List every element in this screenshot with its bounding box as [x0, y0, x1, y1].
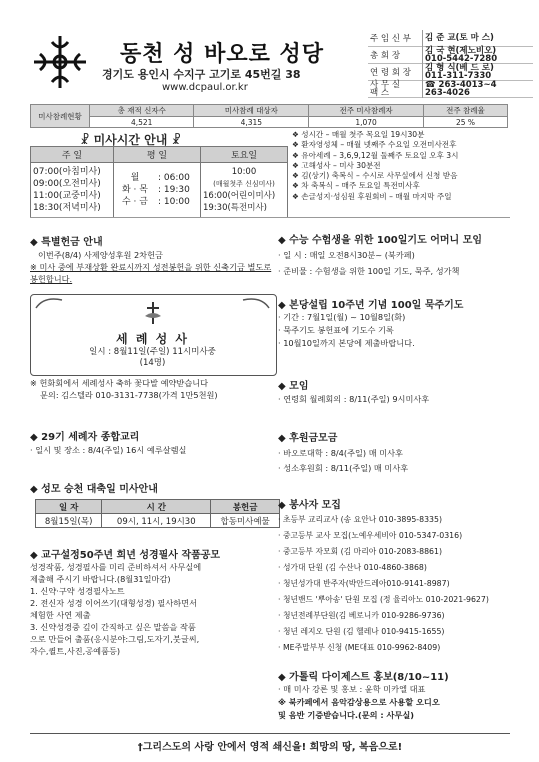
list-item: · 중고등부 자모회 (김 마리아 010-2083-8861): [278, 547, 442, 556]
mass-time: 09:00(오전미사): [33, 179, 101, 189]
news-text: 손글성지·성심원 후원회비 – 매월 마지막 주일: [301, 191, 452, 201]
body-line: 자수,퀼트,사진,공예품등): [30, 646, 121, 656]
staff-value: 김 준 교(토 마 스): [425, 33, 494, 43]
mass-time: 18:30(저녁미사): [33, 203, 101, 213]
mass-schedule-table: [30, 146, 288, 218]
staff-value: 김 국 현(제노비오) 010-5442-7280: [425, 46, 498, 64]
donation-title: ◆ 후원금모금: [278, 433, 338, 444]
parish-address: 경기도 용인시 수지구 고기로 45번길 38: [102, 68, 301, 81]
body-line: 2. 전신자 성경 이어쓰기(대형성경) 필사하면서: [30, 598, 197, 608]
body-line: 성경작품, 성경필사를 미리 준비하셔서 사무실에: [30, 562, 202, 572]
saturday-times: [201, 163, 288, 218]
ornament-left-icon: [34, 296, 64, 310]
staff-value: ☎ 263-4013~4 263-4026: [425, 80, 497, 98]
stats-header: 미사참례 대상자: [194, 105, 309, 117]
stats-header: 전주 미사참례자: [309, 105, 424, 117]
staff-role: 주 임 신 부: [368, 30, 423, 47]
list-item: · ME주말부부 신청 (ME대표 010-9962-8409): [278, 643, 441, 652]
special-offering-body: [30, 249, 280, 285]
section-divider: [30, 217, 510, 218]
catechism-body: · 일시 및 장소 : 8/4(주일) 16시 예루살렘실: [30, 445, 187, 455]
body-line: 1. 신약·구약 성경필사노트: [30, 586, 125, 596]
exam-prayer-title: ◆ 수능 수험생을 위한 100일기도 어머니 모임: [278, 235, 483, 246]
body-line: 이번주(8/4) 사제양성후원 2차헌금: [38, 250, 163, 260]
section-title-text: 봉사자 모집: [289, 500, 341, 511]
stats-value: 1,070: [309, 117, 424, 128]
section-title-text: 모임: [289, 381, 309, 392]
mass-day: 월: [130, 173, 140, 183]
news-item: ❖ 성시간 – 매월 첫주 목요일 19시30분: [292, 130, 425, 139]
body-line: 제출해 주시기 바랍니다.(8월31일마감): [30, 574, 171, 584]
table-cell: 합동미사예물: [211, 514, 280, 528]
body-line: 문의: 김스텔라 010-3131-7738(가격 1만5천원): [40, 390, 218, 400]
donation-body: [278, 446, 518, 476]
body-line: · 기간 : 7월1일(월) ~ 10월8일(화): [278, 312, 406, 322]
baptism-title: 세 례 성 사: [116, 332, 189, 346]
catechism-title: ◆ 29기 세례자 종합교리: [30, 432, 140, 443]
parish-news-list: [292, 130, 537, 202]
mass-header: 주 일: [31, 147, 114, 163]
news-text: 김(상기) 축복식 – 수시로 사무실에서 신청 받음: [301, 171, 458, 181]
meeting-body: · 연령회 월례회의 : 8/11(주일) 9시미사후: [278, 394, 430, 404]
mass-time-note: (매월첫주 신심미사): [213, 180, 275, 188]
table-cell: 09시, 11시, 19시30: [102, 514, 211, 528]
section-title-text: 본당설립 10주년 기념 100일 묵주기도: [289, 300, 464, 311]
table-cell: 8월15일(목): [36, 514, 102, 528]
stats-header: 총 재적 신자수: [90, 105, 194, 117]
body-line: ※ 헌화회에서 세례성사 축하 꽃다발 예약받습니다: [30, 378, 209, 388]
list-item: · 청년성가대 반주자(박안드레아010-9141-8987): [278, 579, 450, 588]
stats-value: 4,315: [194, 117, 309, 128]
exam-prayer-body: [278, 247, 518, 279]
news-text: 환자영성체 – 매월 넷째주 수요일 오전미사전후: [301, 140, 457, 150]
news-text: 유아세례 – 3,6,9,12월 둘째주 토요일 오후 3시: [301, 150, 459, 160]
list-item: · 성가대 단원 (김 수산나 010-4860-3868): [278, 563, 427, 572]
mass-title-text: 미사시간 안내: [93, 133, 168, 147]
staff-role: 연 령 회 장: [368, 64, 423, 81]
special-offering-note: ※ 미사 중에 부재상환 완료시까지 성전봉헌을 위한 신축기금 별도로 봉헌합니다.: [30, 262, 272, 284]
stats-value: 25 %: [423, 117, 507, 128]
staff-value: 김 형 식(베 드 로) 011-311-7330: [425, 63, 494, 81]
parish-logo-cross-icon: [30, 32, 90, 92]
mass-day: 수 · 금: [122, 197, 148, 207]
digest-title: ◆ 가톨릭 다이제스트 홍보(8/10~11): [278, 672, 449, 683]
section-title-text: 성모 승천 대축일 미사안내: [41, 484, 158, 495]
section-title-text: 후원금모금: [289, 433, 338, 444]
staff-role: 사 무 실 팩 스: [368, 81, 423, 98]
stats-header: 전주 참례율: [423, 105, 507, 117]
footer-motto: †그리스도의 사랑 안에서 영적 쇄신을! 희망의 땅, 복음으로!: [30, 733, 510, 753]
staff-role: 총 회 장: [368, 47, 423, 64]
weekday-times: [156, 163, 201, 218]
body-line: · 매 미사 강론 및 홍보 : 윤학 미카엘 대표: [278, 684, 426, 694]
news-text: 성시간 – 매월 첫주 목요일 19시30분: [301, 130, 425, 139]
assumption-title: ◆ 성모 승천 대축일 미사안내: [30, 484, 158, 495]
mass-times-title: ☧ 미사시간 안내 ☧: [80, 133, 181, 147]
dove-icon: [142, 300, 164, 326]
digest-body: [278, 683, 518, 722]
ornament-right-icon: [241, 296, 271, 310]
mass-time: 10:00: [231, 167, 257, 177]
section-title-text: 교구설정50주년 희년 성경필사 작품공모: [41, 550, 221, 561]
bible-contest-title: ◆ 교구설정50주년 희년 성경필사 작품공모: [30, 550, 221, 561]
mass-header: 토요일: [201, 147, 288, 163]
stats-row-label: 미사참례현황: [31, 105, 90, 128]
parish-website[interactable]: www.dcpaul.or.kr: [162, 82, 248, 93]
baptism-notes: [30, 377, 280, 401]
news-item: ❖ 유아세례 – 3,6,9,12월 둘째주 토요일 오후 3시: [292, 150, 459, 160]
news-item: ❖ 차 축복식 – 매주 토요일 특전미사후: [292, 181, 420, 191]
news-text: 고해성사 – 미사 30분전: [301, 160, 381, 170]
attendance-stats-table: [30, 104, 508, 128]
list-item: · 중고등부 교사 모집(노예우세비아 010-5347-0316): [278, 531, 463, 540]
table-header: 봉헌금: [211, 500, 280, 514]
news-item: ❖ 환자영성체 – 매월 넷째주 수요일 오전미사전후: [292, 140, 457, 150]
body-line: · 바오로대학 : 8/4(주일) 매 미사후: [278, 448, 403, 458]
anniversary-prayer-title: ◆ 본당설립 10주년 기념 100일 묵주기도: [278, 300, 464, 311]
news-item: ❖ 손글성지·성심원 후원회비 – 매월 마지막 주일: [292, 191, 452, 201]
news-item: ❖ 김(상기) 축복식 – 수시로 사무실에서 신청 받음: [292, 171, 458, 181]
weekday-days: [114, 163, 157, 218]
body-line: 3. 신약성경중 깊이 간직하고 싶은 말씀을 작품: [30, 622, 196, 632]
baptism-info: [30, 347, 275, 369]
baptism-count: (14명): [139, 358, 166, 368]
list-item: · 청년전례부단원(김 베로니카 010-9286-9736): [278, 611, 445, 620]
mass-day: 화 · 목: [122, 185, 148, 195]
body-line: 체험한 사연 제출: [30, 610, 91, 620]
section-title-text: 29기 세례자 종합교리: [41, 432, 140, 443]
body-line: · 일 시 : 매일 오전8시30분~ (북카페): [278, 250, 415, 260]
list-item: · 초등부 교리교사 (송 요안나 010-3895-8335): [278, 515, 442, 524]
section-title-text: 특별헌금 안내: [41, 237, 103, 248]
news-item: ❖ 고해성사 – 미사 30분전: [292, 160, 381, 170]
parish-name: 동천 성 바오로 성당: [120, 42, 324, 67]
body-line: 으로 만들어 출품(응시분야:그림,도자기,붓글씨,: [30, 634, 200, 644]
volunteer-list: [278, 512, 518, 656]
table-header: 일 자: [36, 500, 102, 514]
section-title-text: 수능 수험생을 위한 100일기도 어머니 모임: [289, 235, 483, 246]
mass-time: 07:00(아침미사): [33, 167, 101, 177]
baptism-date: 일시 : 8월11일(주일) 11시미사중: [89, 347, 216, 357]
mass-time: : 19:30: [158, 185, 190, 195]
body-line: · 10월10일까지 본당에 제출바랍니다.: [278, 338, 415, 348]
list-item: · 청년밴드 '뿌아송' 단원 모집 (정 율리아노 010-2021-9627): [278, 595, 489, 604]
bible-contest-body: [30, 561, 280, 657]
meeting-title: ◆ 모임: [278, 381, 309, 392]
mass-time: 11:00(교중미사): [33, 191, 101, 201]
body-line: · 준비물 : 수험생을 위한 100일 기도, 묵주, 성가책: [278, 266, 460, 276]
anniversary-prayer-body: [278, 311, 518, 350]
volunteer-title: ◆ 봉사자 모집: [278, 500, 341, 511]
stats-value: 4,521: [90, 117, 194, 128]
list-item: · 청년 레지오 단원 (김 헬레나 010-9415-1655): [278, 627, 445, 636]
body-line: · 성소후원회 : 8/11(주일) 매 미사후: [278, 463, 409, 473]
news-text: 차 축복식 – 매주 토요일 특전미사후: [301, 181, 420, 191]
mass-time: : 06:00: [158, 173, 190, 183]
sunday-times: [31, 163, 114, 218]
table-header: 시 간: [102, 500, 211, 514]
section-title-text: 가톨릭 다이제스트 홍보(8/10~11): [289, 672, 449, 683]
mass-header: 평 일: [114, 147, 201, 163]
special-offering-title: ◆ 특별헌금 안내: [30, 237, 103, 248]
mass-time: : 10:00: [158, 197, 190, 207]
body-line: 및 음반 기증받습니다.(문의 : 사무실): [278, 710, 414, 720]
mass-time: 16:00(어린이미사): [203, 191, 276, 201]
body-line: ※ 북카페에서 음악감상용으로 사용할 오디오: [278, 697, 440, 707]
mass-time: 19:30(특전미사): [203, 203, 267, 213]
body-line: · 묵주기도 봉헌표에 기도수 기록: [278, 325, 394, 335]
assumption-mass-table: [35, 499, 280, 528]
staff-table: [368, 30, 533, 98]
